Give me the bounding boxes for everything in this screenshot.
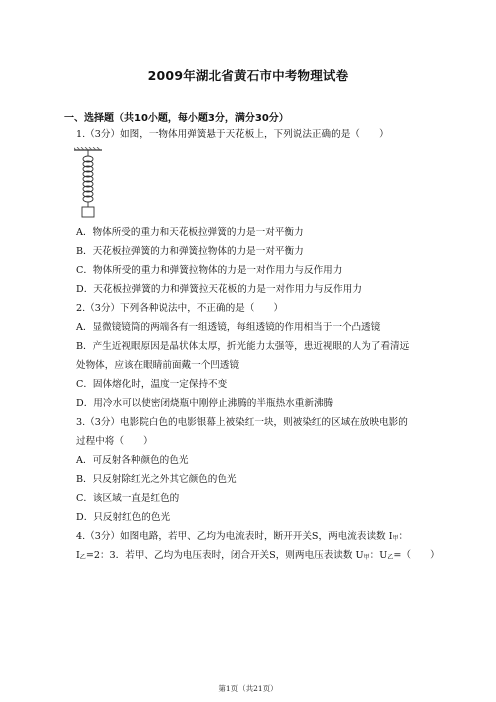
q2-option-b-line2: 处物体，应该在眼睛前面戴一个凹透镜 bbox=[76, 360, 240, 371]
q4-sub-jia-2: 甲 bbox=[363, 554, 370, 561]
q1-option-a: A．物体所受的重力和天花板拉弹簧的力是一对平衡力 bbox=[76, 227, 304, 238]
q2-stem: 2.（3分）下列各种说法中，不正确的是（ ） bbox=[76, 303, 284, 314]
q2-option-d: D．用冷水可以使密闭烧瓶中刚停止沸腾的半瓶热水重新沸腾 bbox=[76, 398, 334, 409]
page-footer: 第1页（共21页） bbox=[218, 684, 278, 693]
q1-option-d: D．天花板拉弹簧的力和弹簧拉天花板的力是一对作用力与反作用力 bbox=[76, 284, 362, 295]
q4-line2-colon: ：U bbox=[369, 550, 388, 561]
q1-option-b: B．天花板拉弹簧的力和弹簧拉物体的力是一对平衡力 bbox=[76, 246, 304, 257]
q4-line2-text: =2：3．若甲、乙均为电压表时，闭合开关S，则两电压表读数 U bbox=[85, 550, 364, 561]
q1-option-c: C．物体所受的重力和弹簧拉物体的力是一对作用力与反作用力 bbox=[76, 265, 343, 276]
q2-option-b-line1: B．产生近视眼原因是晶状体太厚，折光能力太强等，患近视眼的人为了看清远 bbox=[76, 341, 410, 352]
q3-stem-line1: 3.（3分）电影院白色的电影银幕上被染红一块，则被染红的区域在放映电影的 bbox=[76, 417, 408, 428]
q2-option-a: A．显微镜镜筒的两端各有一组透镜，每组透镜的作用相当于一个凸透镜 bbox=[76, 322, 381, 333]
spring-diagram bbox=[74, 147, 102, 219]
section-heading: 一、选择题（共10小题，每小题3分，满分30分） bbox=[64, 113, 289, 124]
q4-sub-jia: 甲 bbox=[392, 535, 399, 542]
q4-sub-yi-2: 乙 bbox=[387, 554, 394, 561]
q3-option-b: B．只反射除红光之外其它颜色的色光 bbox=[76, 474, 237, 485]
page-title: 2009年湖北省黄石市中考物理试卷 bbox=[147, 68, 349, 83]
q3-option-c: C．该区域一直是红色的 bbox=[76, 493, 180, 504]
q4-stem-line1 bbox=[76, 531, 408, 545]
q4-sub-yi: 乙 bbox=[79, 554, 86, 561]
q4-colon: ： bbox=[398, 531, 409, 542]
q2-option-c: C．固体熔化时，温度一定保持不变 bbox=[76, 379, 228, 390]
q3-stem-line2: 过程中将（ ） bbox=[76, 436, 153, 447]
q4-stem-text: 4.（3分）如图电路，若甲、乙均为电流表时，断开开关S，两电流表读数 I bbox=[76, 531, 393, 542]
q1-stem: 1.（3分）如图，一物体用弹簧悬于天花板上，下列说法正确的是（ ） bbox=[76, 129, 389, 140]
q4-stem-line2 bbox=[76, 550, 440, 564]
q4-line2-end: =（ ） bbox=[393, 550, 440, 561]
q3-option-a: A．可反射各种颜色的色光 bbox=[76, 455, 189, 466]
q3-option-d: D．只反射红色的色光 bbox=[76, 512, 171, 523]
q4-line2-i: I bbox=[76, 550, 80, 561]
